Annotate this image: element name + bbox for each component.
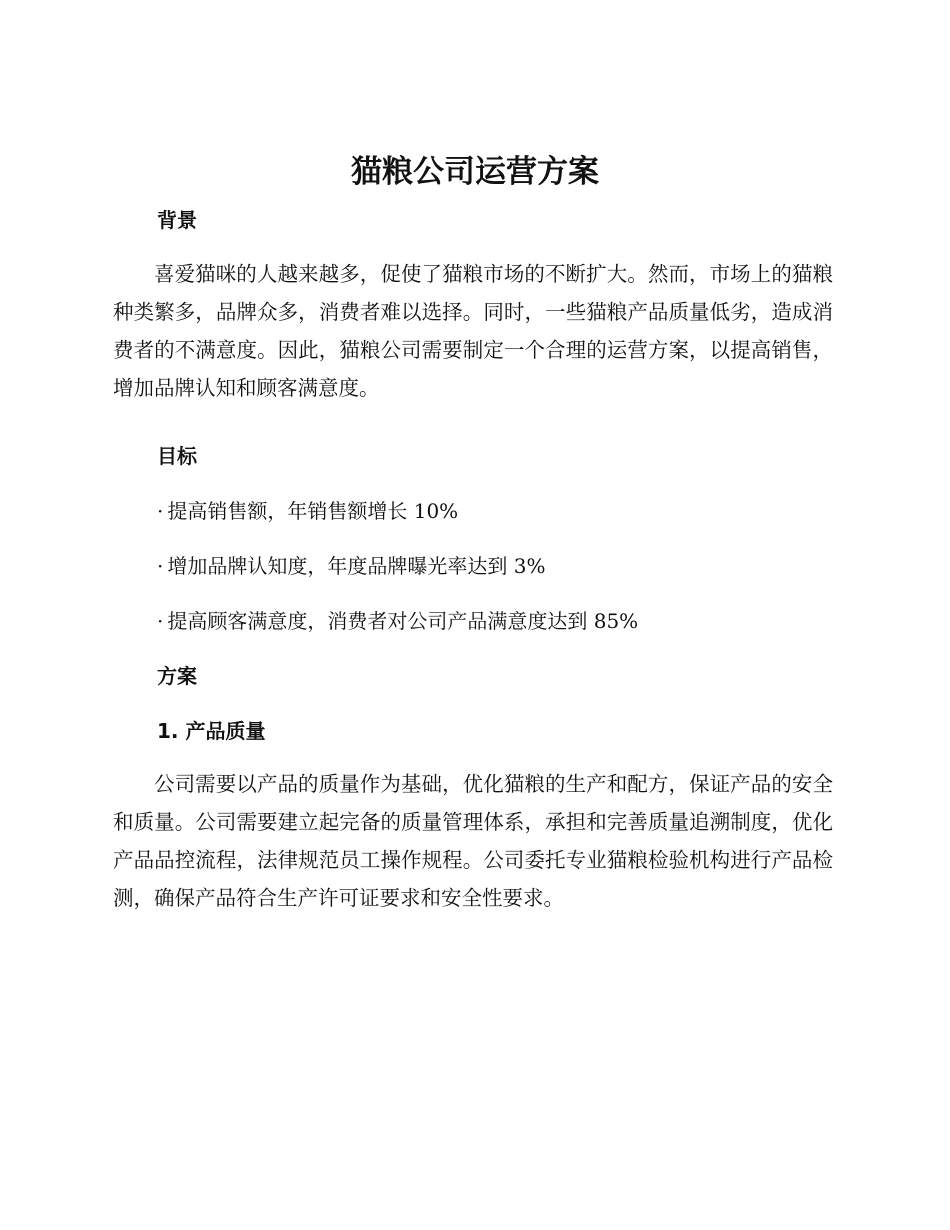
background-paragraph: 喜爱猫咪的人越来越多，促使了猫粮市场的不断扩大。然而，市场上的猫粮种类繁多，品牌众多，消费者难以选择。同时，一些猫粮产品质量低劣，造成消费者的不满意度。因此，猫粮公司需要制定一个合理的运营方案，以提高销售，增加品牌认知和顾客满意度。: [113, 262, 833, 400]
goal-text: 增加品牌认知度，年度品牌曝光率达到 3%: [167, 554, 546, 578]
subsection-heading-product-quality: 1. 产品质量: [157, 719, 266, 743]
goal-list-item: [157, 607, 638, 635]
bullet-dot: ·: [157, 609, 164, 633]
product-quality-paragraph: 公司需要以产品的质量作为基础，优化猫粮的生产和配方，保证产品的安全和质量。公司需要建立起完备的质量管理体系，承担和完善质量追溯制度，优化产品品控流程，法律规范员工操作规程。公司委托专业猫粮检验机构进行产品检测，确保产品符合生产许可证要求和安全性要求。: [113, 772, 833, 910]
goal-list-item: [157, 552, 545, 580]
goal-text: 提高销售额，年销售额增长 10%: [167, 499, 459, 523]
bullet-dot: ·: [157, 499, 164, 523]
goal-list-item: [157, 497, 458, 525]
document-title: 猫粮公司运营方案: [351, 154, 599, 190]
section-heading-plan: 方案: [157, 664, 197, 688]
bullet-dot: ·: [157, 554, 164, 578]
section-heading-goals: 目标: [157, 444, 197, 468]
section-heading-background: 背景: [157, 208, 197, 232]
goal-text: 提高顾客满意度，消费者对公司产品满意度达到 85%: [167, 609, 639, 633]
